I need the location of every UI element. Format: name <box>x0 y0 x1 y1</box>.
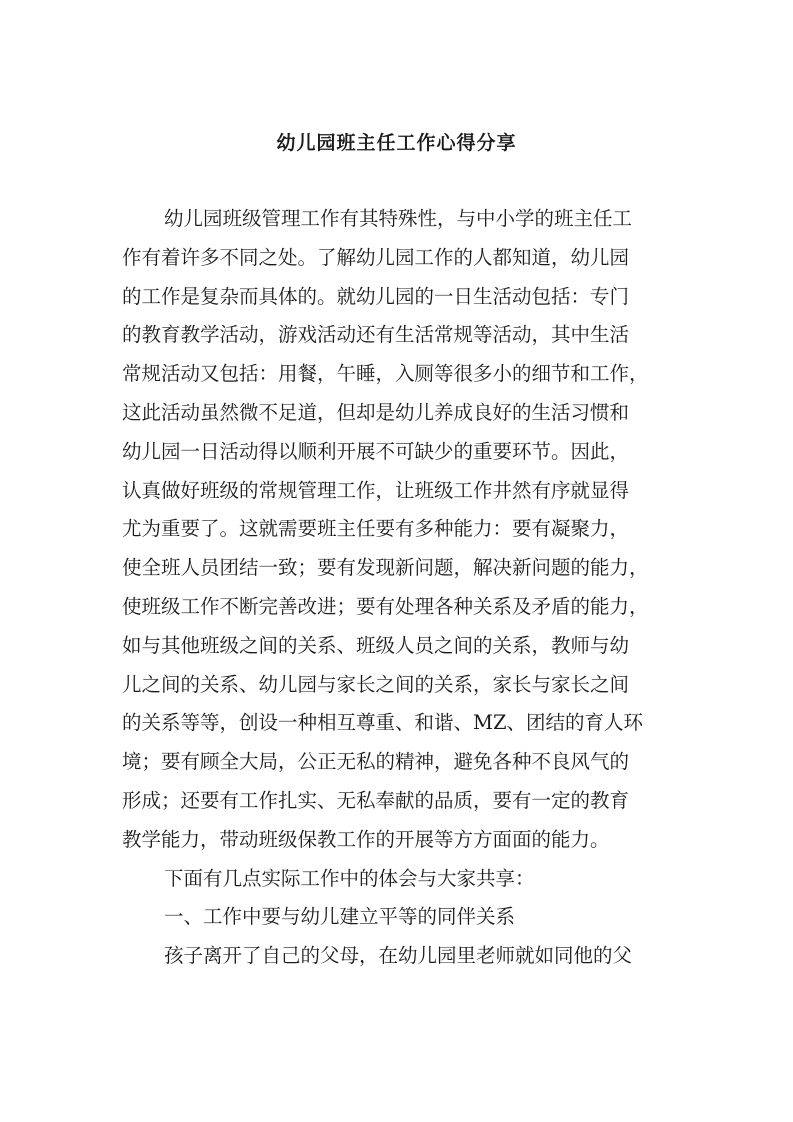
paragraph-line: 使全班人员团结一致；要有发现新问题，解决新问题的能力， <box>122 556 649 580</box>
paragraph-line: 孩子离开了自己的父母，在幼儿园里老师就如同他的父 <box>164 944 633 968</box>
paragraph-line: 儿之间的关系、幼儿园与家长之间的关系，家长与家长之间 <box>122 672 630 696</box>
paragraph-line: 教学能力，带动班级保教工作的开展等方方面面的能力。 <box>122 827 610 851</box>
paragraph-line: 的教育教学活动，游戏活动还有生活常规等活动，其中生活 <box>122 323 630 347</box>
paragraph-line: 形成；还要有工作扎实、无私奉献的品质，要有一定的教育 <box>122 788 630 812</box>
paragraph-line: 下面有几点实际工作中的体会与大家共享： <box>164 866 535 890</box>
paragraph-line: 尤为重要了。这就需要班主任要有多种能力：要有凝聚力， <box>122 517 630 541</box>
paragraph-line: 这此活动虽然微不足道，但却是幼儿养成良好的生活习惯和 <box>122 400 630 424</box>
paragraph-line: 境；要有顾全大局，公正无私的精神，避免各种不良风气的 <box>122 750 630 774</box>
paragraph-line: 如与其他班级之间的关系、班级人员之间的关系，教师与幼 <box>122 633 630 657</box>
paragraph-line: 的关系等等，创设一种相互尊重、和谐、MZ、团结的育人环 <box>122 711 644 735</box>
document-title: 幼儿园班主任工作心得分享 <box>276 132 517 154</box>
paragraph-line: 认真做好班级的常规管理工作，让班级工作井然有序就显得 <box>122 478 630 502</box>
paragraph-line: 幼儿园一日活动得以顺利开展不可缺少的重要环节。因此， <box>122 439 630 463</box>
paragraph-line: 的工作是复杂而具体的。就幼儿园的一日生活动包括：专门 <box>122 284 630 308</box>
section-heading: 一、工作中要与幼儿建立平等的同伴关系 <box>164 905 516 929</box>
paragraph-line: 常规活动又包括：用餐，午睡，入厕等很多小的细节和工作， <box>122 362 649 386</box>
paragraph-line: 使班级工作不断完善改进；要有处理各种关系及矛盾的能力， <box>122 594 649 618</box>
document-body <box>122 200 682 976</box>
paragraph-line: 作有着许多不同之处。了解幼儿园工作的人都知道，幼儿园 <box>122 245 630 269</box>
paragraph-line: 幼儿园班级管理工作有其特殊性，与中小学的班主任工 <box>164 207 633 230</box>
